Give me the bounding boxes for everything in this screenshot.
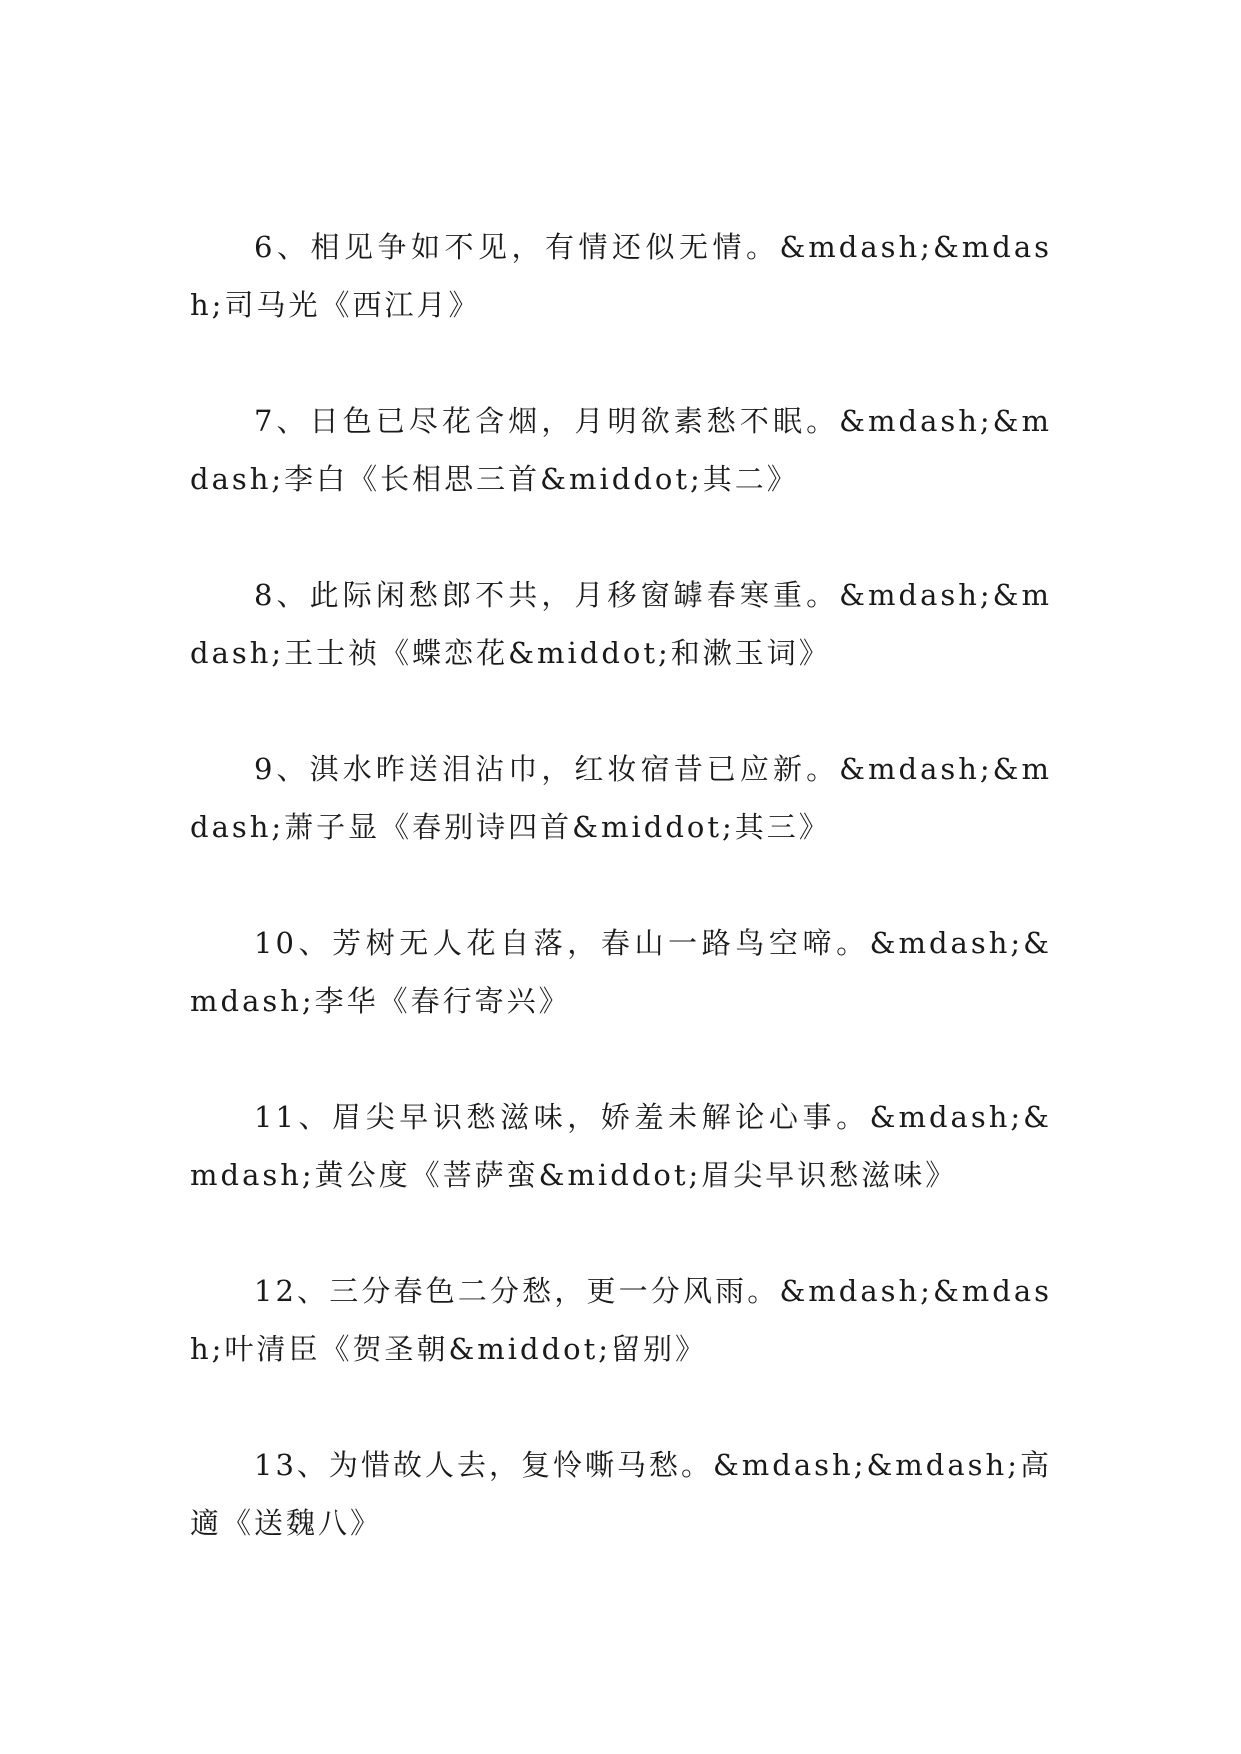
poem-quote-7: 7、日色已尽花含烟，月明欲素愁不眠。&mdash;&mdash;李白《长相思三首&middot;其二》 — [190, 404, 1052, 496]
poem-quote-9: 9、淇水昨送泪沾巾，红妆宿昔已应新。&mdash;&mdash;萧子显《春别诗四首&middot;其三》 — [190, 752, 1052, 844]
poem-quote-10: 10、芳树无人花自落，春山一路鸟空啼。&mdash;&mdash;李华《春行寄兴》 — [190, 926, 1052, 1018]
poem-quote-11: 11、眉尖早识愁滋味，娇羞未解论心事。&mdash;&mdash;黄公度《菩萨蛮&middot;眉尖早识愁滋味》 — [190, 1100, 1052, 1192]
poem-quote-8: 8、此际闲愁郎不共，月移窗罅春寒重。&mdash;&mdash;王士祯《蝶恋花&middot;和漱玉词》 — [190, 578, 1052, 670]
poem-quote-6: 6、相见争如不见，有情还似无情。&mdash;&mdash;司马光《西江月》 — [190, 230, 1052, 322]
document-body — [190, 218, 1052, 1610]
poem-quote-12: 12、三分春色二分愁，更一分风雨。&mdash;&mdash;叶清臣《贺圣朝&middot;留别》 — [190, 1274, 1052, 1366]
poem-quote-13: 13、为惜故人去，复怜嘶马愁。&mdash;&mdash;高適《送魏八》 — [190, 1448, 1052, 1540]
